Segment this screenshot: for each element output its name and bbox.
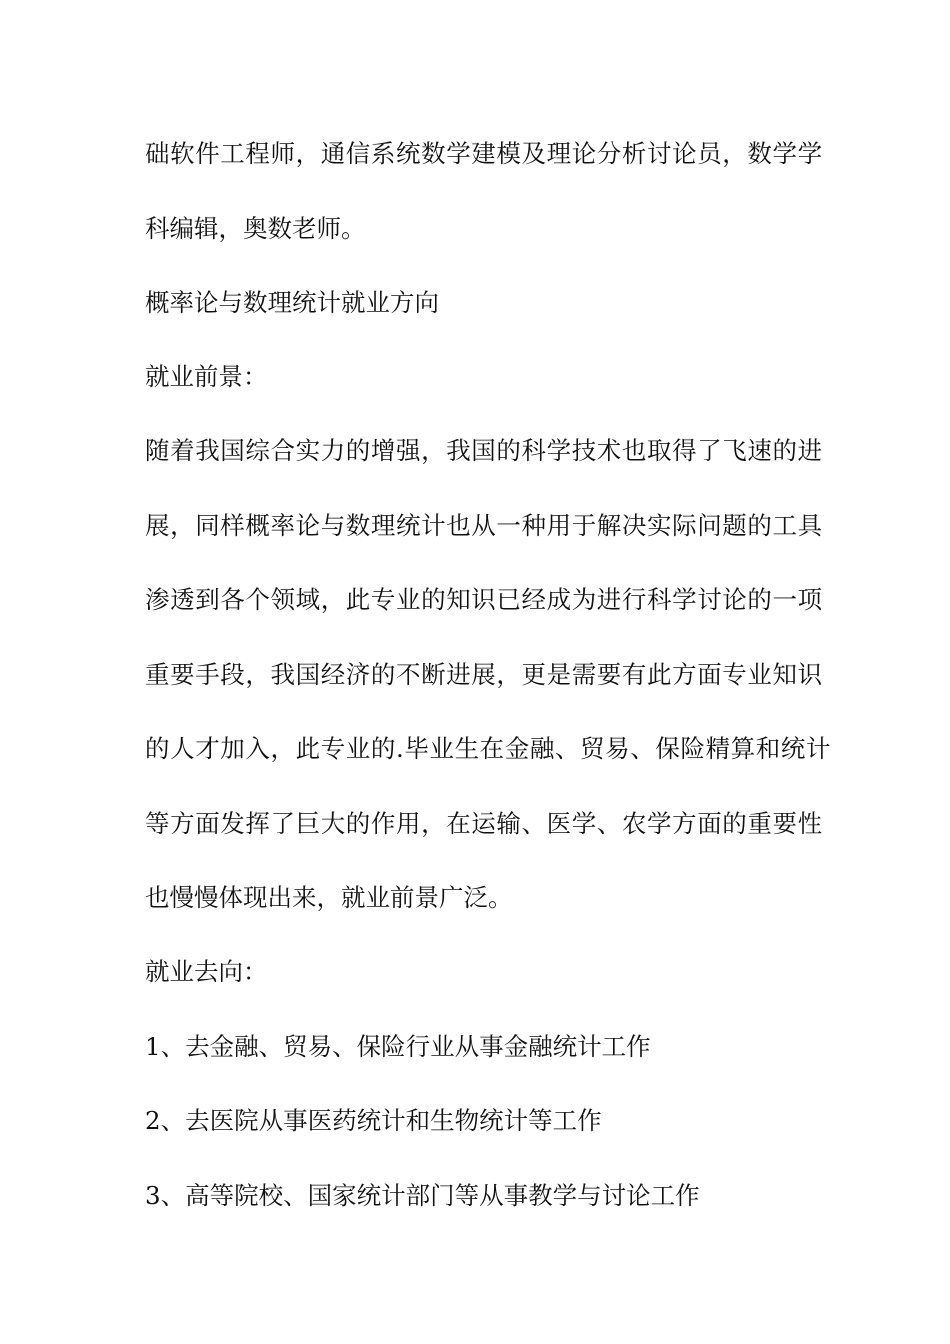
prospect-heading: 就业前景： [145, 362, 268, 391]
list-item: 3、高等院校、国家统计部门等从事教学与讨论工作 [145, 1181, 700, 1210]
intro-line: 科编辑，奥数老师。 [145, 214, 366, 243]
paragraph-line: 的人才加入，此专业的.毕业生在金融、贸易、保险精算和统计 [145, 734, 832, 763]
paragraph-line: 展，同样概率论与数理统计也从一种用于解决实际问题的工具 [145, 511, 823, 540]
list-item: 1、去金融、贸易、保险行业从事金融统计工作 [145, 1032, 651, 1061]
list-item: 2、去医院从事医药统计和生物统计等工作 [145, 1106, 602, 1135]
paragraph-line: 也慢慢体现出来，就业前景广泛。 [145, 883, 513, 912]
paragraph-line: 重要手段，我国经济的不断进展，更是需要有此方面专业知识 [145, 660, 823, 689]
section-title: 概率论与数理统计就业方向 [145, 288, 439, 317]
paragraph-line: 等方面发挥了巨大的作用，在运输、医学、农学方面的重要性 [145, 809, 823, 838]
paragraph-line: 随着我国综合实力的增强，我国的科学技术也取得了飞速的进 [145, 436, 823, 465]
paragraph-line: 渗透到各个领域，此专业的知识已经成为进行科学讨论的一项 [145, 585, 823, 614]
direction-heading: 就业去向： [145, 957, 268, 986]
intro-line: 础软件工程师，通信系统数学建模及理论分析讨论员，数学学 [145, 139, 823, 168]
